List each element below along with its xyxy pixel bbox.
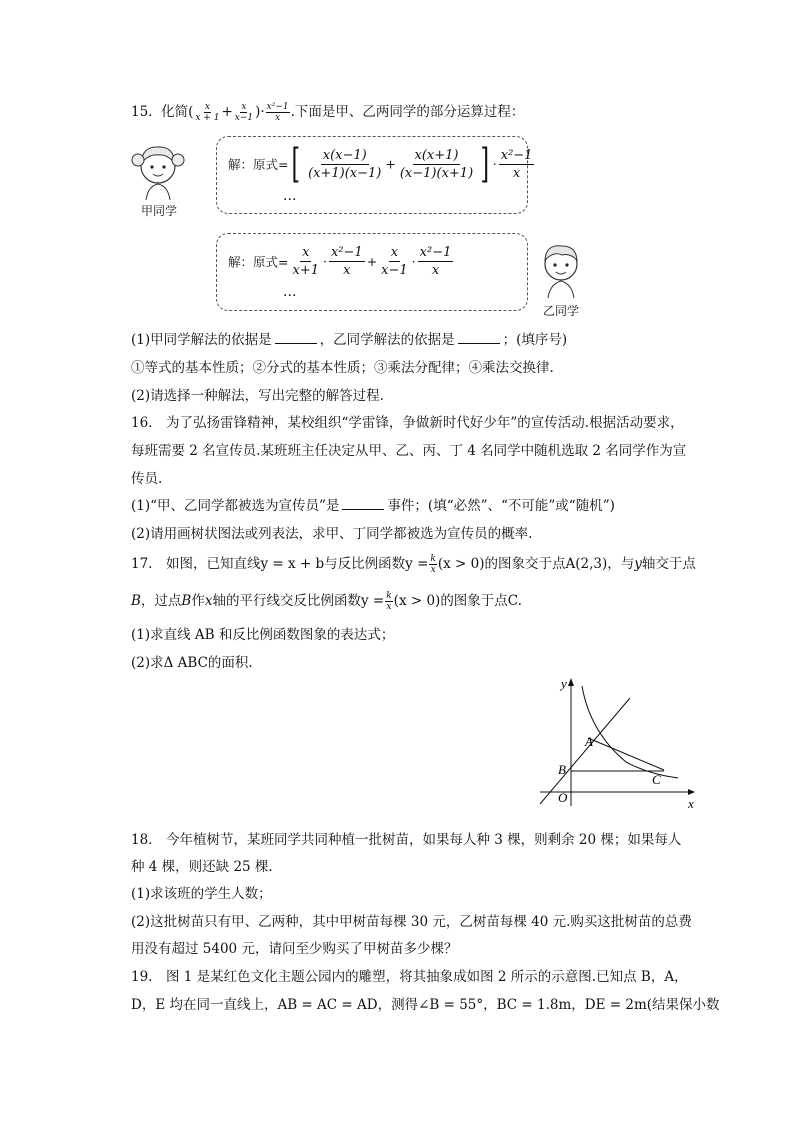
q18-part2a: (2)这批树苗只有甲、乙两种，其中甲树苗每棵 30 元，乙树苗每棵 40 元.购买这批树苗的总费 (131, 914, 692, 930)
yi-ellipsis: … (283, 284, 297, 300)
jia-solution: 解：原式=[ $\frac{x(x-1)}{(x+1)(x-1)}$ + $\frac{x(x+1)}{(x-1)(x+1)}$ ] · $\frac{\text{x²−1}}{x}$ (228, 141, 533, 187)
line-ab (540, 698, 630, 804)
q19-line2: D，E 均在同一直线上，AB = AC = AD，测得∠B = 55°，BC = 1.8m，DE = 2m(结果保小数 (131, 997, 720, 1013)
hyperbola (582, 686, 678, 778)
student-jia-caption: 甲同学 (141, 204, 178, 218)
label-a: A (585, 734, 593, 749)
q17-part2: (2)求Δ ABC的面积. (131, 655, 253, 671)
answer-blank[interactable] (342, 497, 384, 510)
label-o: O (558, 790, 568, 805)
q17-part1: (1)求直线 AB 和反比例函数图象的表达式； (131, 627, 395, 643)
q15-stem: 15. 化简( $\frac{x}{x + 1}$ + $\frac{x}{x-1}$ )· $\frac{\text{x²−1}}{x}$ .下面是甲、乙两同学的部分运算过程： (131, 102, 525, 123)
q19-line1: 19. 图 1 是某红色文化主题公园内的雕塑，将其抽象成如图 2 所示的示意图.已知点 B，A， (131, 969, 688, 985)
q17-line1: 17. 如图，已知直线y = x + b与反比例函数y = $\frac{k}{x}$ (x > 0)的图象交于点A(2,3)，与y轴交于点 (131, 554, 696, 575)
jia-ellipsis: … (283, 188, 297, 204)
answer-blank[interactable] (275, 331, 317, 344)
label-c: C (652, 772, 661, 787)
q18-part1: (1)求该班的学生人数； (131, 886, 272, 902)
segment-ac (588, 738, 664, 770)
x-axis-arrow (688, 789, 695, 795)
answer-blank[interactable] (458, 331, 500, 344)
label-y: y (561, 676, 567, 691)
label-b: B (558, 762, 566, 777)
q15-part1: (1)甲同学解法的依据是 ，乙同学解法的依据是 ；(填序号) (131, 332, 568, 348)
student-yi-caption: 乙同学 (543, 304, 580, 318)
q17-figure (530, 674, 706, 812)
student-yi-avatar (532, 236, 590, 300)
y-axis-arrow (568, 678, 574, 686)
q18-part2b: 用没有超过 5400 元，请问至少购买了甲树苗多少棵？ (131, 941, 458, 957)
q17-line2: B，过点B作x轴的平行线交反比例函数y = $\frac{k}{x}$ (x > 0)的图象于点C. (131, 591, 522, 612)
yi-solution: 解：原式= $\frac{x}{x+1}$ · $\frac{\text{x²−1}}{x}$ + $\frac{x}{x-1}$ · $\frac{\text{x²−1}}{x}$ (228, 245, 452, 278)
q15-options: ①等式的基本性质；②分式的基本性质；③乘法分配律；④乘法交换律. (131, 360, 554, 376)
q15-part2: (2)请选择一种解法，写出完整的解答过程. (131, 388, 384, 404)
label-x: x (688, 796, 694, 811)
q18-line2: 种 4 棵，则还缺 25 棵. (131, 859, 273, 875)
q16-part2: (2)请用画树状图法或列表法，求甲、丁同学都被选为宣传员的概率. (131, 526, 533, 542)
q16-line2: 每班需要 2 名宣传员.某班班主任决定从甲、乙、丙、丁 4 名同学中随机选取 2 名同学作为宣 (131, 443, 687, 459)
student-jia-avatar (128, 138, 188, 202)
q16-line3: 传员. (131, 471, 163, 487)
q18-line1: 18. 今年植树节，某班同学共同种植一批树苗，如果每人种 3 棵，则剩余 20 棵；如果每人 (131, 832, 682, 848)
q16-line1: 16. 为了弘扬雷锋精神，某校组织“学雷锋，争做新时代好少年”的宣传活动.根据活动要求， (131, 415, 684, 431)
q16-part1: (1)“甲、乙同学都被选为宣传员”是 事件；(填“必然”、“不可能”或“随机”) (131, 498, 615, 514)
